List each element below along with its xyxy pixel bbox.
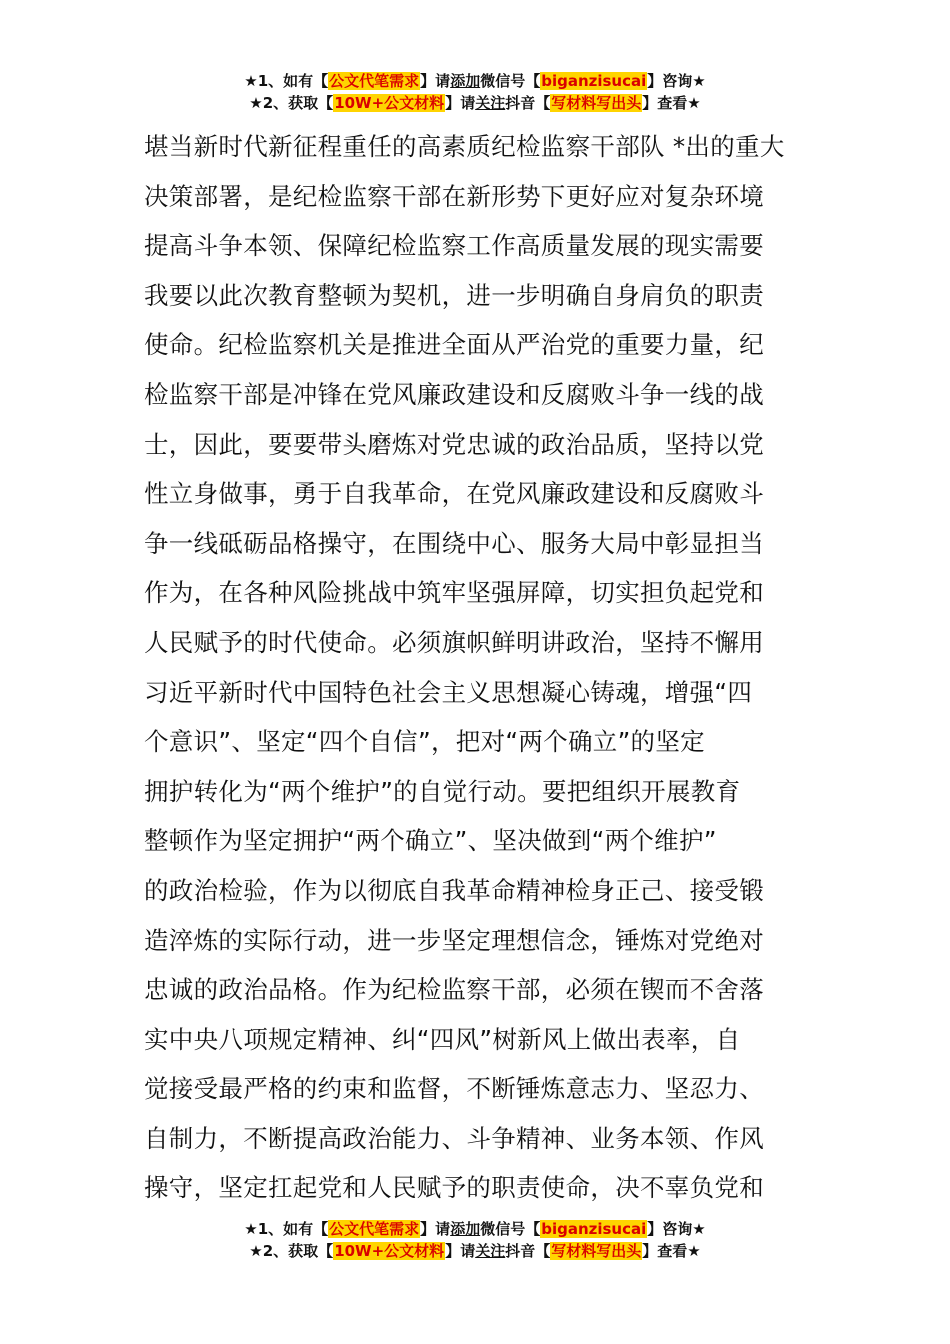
- body-line: 堪当新时代新征程重任的高素质纪检监察干部队 *出的重大: [144, 132, 785, 161]
- header-text: 】咨询★: [647, 72, 706, 90]
- body-line: 拥护转化为“两个维护”的自觉行动。要把组织开展教育: [144, 776, 741, 806]
- body-line: 人民赋予的时代使命。必须旗帜鲜明讲政治，坚持不懈用: [144, 627, 764, 657]
- highlight-service: 公文代笔需求: [329, 72, 420, 90]
- body-line: 实中央八项规定精神、纠“四风”树新风上做出表率，自: [144, 1024, 741, 1054]
- header-text: 微信号【: [480, 72, 541, 90]
- header-text: 】请: [445, 94, 476, 112]
- document-body: [144, 122, 814, 1213]
- header-text: 抖音【: [505, 94, 551, 112]
- body-line: 使命。纪检监察机关是推进全面从严治党的重要力量，纪: [144, 330, 764, 360]
- footer-text: ★1、如有【: [244, 1220, 329, 1238]
- header-text: ★2、获取【: [249, 94, 334, 112]
- body-line: 觉接受最严格的约束和监督，不断锤炼意志力、坚忍力、: [144, 1074, 764, 1104]
- header-text-underlined: 关注: [475, 94, 506, 112]
- body-line: 操守，坚定扛起党和人民赋予的职责使命，决不辜负党和: [144, 1173, 764, 1203]
- footer-text-underlined: 添加: [450, 1220, 481, 1238]
- highlight-wechat-id: biganzisucai: [541, 1220, 647, 1238]
- header-text: ★1、如有【: [244, 72, 329, 90]
- footer-text: 】查看★: [642, 1242, 701, 1260]
- body-line: 习近平新时代中国特色社会主义思想凝心铸魂，增强“四: [144, 677, 753, 707]
- body-line: 检监察干部是冲锋在党风廉政建设和反腐败斗争一线的战: [144, 379, 764, 409]
- body-line: 决策部署，是纪检监察干部在新形势下更好应对复杂环境: [144, 181, 764, 211]
- body-line: 的政治检验，作为以彻底自我革命精神检身正己、接受锻: [144, 875, 764, 905]
- header-text-underlined: 添加: [450, 72, 481, 90]
- footer-text: 】请: [420, 1220, 451, 1238]
- body-line: 性立身做事，勇于自我革命，在党风廉政建设和反腐败斗: [144, 479, 764, 509]
- header-text: 】请: [420, 72, 451, 90]
- body-line: 忠诚的政治品格。作为纪检监察干部，必须在锲而不舍落: [144, 975, 764, 1005]
- body-line: 自制力，不断提高政治能力、斗争精神、业务本领、作风: [144, 1123, 764, 1153]
- footer-text-underlined: 关注: [475, 1242, 506, 1260]
- header-text: 】查看★: [642, 94, 701, 112]
- highlight-materials: 10W+公文材料: [334, 94, 445, 112]
- footer-banner: [0, 1218, 950, 1262]
- header-banner: [0, 70, 950, 114]
- body-line: 作为，在各种风险挑战中筑牢坚强屏障，切实担负起党和: [144, 578, 764, 608]
- highlight-douyin-account: 写材料写出头: [551, 1242, 642, 1260]
- highlight-service: 公文代笔需求: [329, 1220, 420, 1238]
- body-line: 整顿作为坚定拥护“两个确立”、坚决做到“两个维护”: [144, 826, 717, 856]
- highlight-wechat-id: biganzisucai: [541, 72, 647, 90]
- footer-line-2: [0, 1240, 950, 1262]
- footer-text: 抖音【: [505, 1242, 551, 1260]
- footer-text: ★2、获取【: [249, 1242, 334, 1260]
- footer-text: 】请: [445, 1242, 476, 1260]
- highlight-materials: 10W+公文材料: [334, 1242, 445, 1260]
- body-line: 提高斗争本领、保障纪检监察工作高质量发展的现实需要: [144, 231, 764, 261]
- body-line: 争一线砥砺品格操守，在围绕中心、服务大局中彰显担当: [144, 528, 764, 558]
- footer-text: 】咨询★: [647, 1220, 706, 1238]
- footer-line-1: [0, 1218, 950, 1240]
- body-line: 我要以此次教育整顿为契机，进一步明确自身肩负的职责: [144, 280, 764, 310]
- body-line: 士，因此，要要带头磨炼对党忠诚的政治品质，坚持以党: [144, 429, 764, 459]
- header-line-2: [0, 92, 950, 114]
- body-line: 造淬炼的实际行动，进一步坚定理想信念，锤炼对党绝对: [144, 925, 764, 955]
- highlight-douyin-account: 写材料写出头: [551, 94, 642, 112]
- body-line: 个意识”、坚定“四个自信”，把对“两个确立”的坚定: [144, 727, 705, 757]
- header-line-1: [0, 70, 950, 92]
- footer-text: 微信号【: [480, 1220, 541, 1238]
